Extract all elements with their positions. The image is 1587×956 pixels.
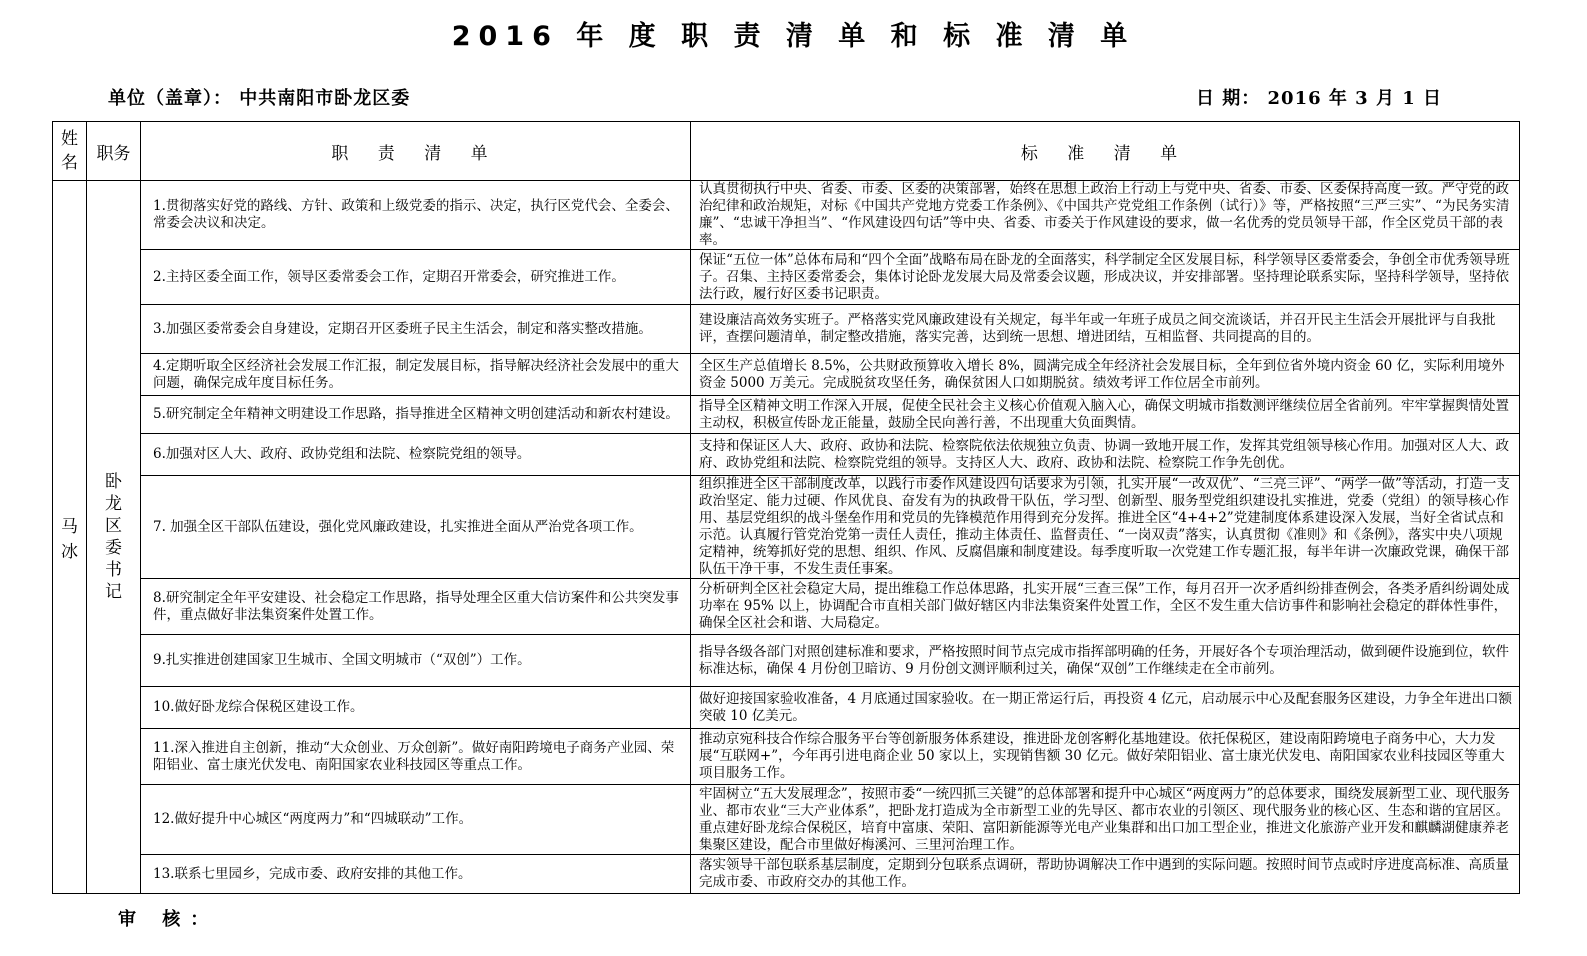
standard-cell: 支持和保证区人大、政府、政协和法院、检察院依法依规独立负责、协调一致地开展工作，发挥其党组领导核心作用。加强对区人大、政府、政协党组和法院、检察院党组的领导。支持区人大、政府、政协和法院、检察院工作争先创优。	[691, 434, 1520, 476]
standard-cell: 建设廉洁高效务实班子。严格落实党风廉政建设有关规定，每半年或一年班子成员之间交流谈话，并召开民主生活会开展批评与自我批评，查摆问题清单，制定整改措施，落实完善，达到统一思想、增进团结，互相监督、共同提高的目的。	[691, 305, 1520, 354]
table-row	[53, 785, 1520, 855]
standard-cell: 指导各级各部门对照创建标准和要求，严格按照时间节点完成市指挥部明确的任务，开展好各个专项治理活动，做到硬件设施到位，软件标准达标，确保 4 月份创卫暗访、9 月份创文测评顺利过关，确保“双创”工作继续走在全市前列。	[691, 635, 1520, 687]
standard-cell: 推动京宛科技合作综合服务平台等创新服务体系建设，推进卧龙创客孵化基地建设。依托保税区，建设南阳跨境电子商务中心，大力发展“互联网+”，今年再引进电商企业 50 家以上，实现销售额 30 亿元。做好荣阳铝业、富士康光伏发电、南阳国家农业科技园区等重大项目服务工作。	[691, 729, 1520, 785]
standard-cell: 组织推进全区干部制度改革，以践行市委作风建设四句话要求为引领，扎实开展“一改双优”、“三亮三评”、“两学一做”等活动，打造一支政治坚定、能力过硬、作风优良、奋发有为的执政骨干队伍，学习型、创新型、服务型党组织建设扎实推进，党委（党组）的领导核心作用、基层党组织的战斗堡垒作用和党员的先锋模范作用得到充分发挥。推进全区“4+4+2”党建制度体系建设深入发展，当好全省试点和示范。认真履行管党治党第一责任人责任，推动主体责任、监督责任、“一岗双责”落实，认真贯彻《准则》和《条例》，落实中央八项规定精神，统筹抓好党的思想、组织、作风、反腐倡廉和制度建设。每季度听取一次党建工作专题汇报，每半年讲一次廉政党课，确保干部队伍干净干事，不发生责任事案。	[691, 476, 1520, 579]
table-header-row	[53, 122, 1520, 181]
standard-cell: 认真贯彻执行中央、省委、市委、区委的决策部署，始终在思想上政治上行动上与党中央、省委、市委、区委保持高度一致。严守党的政治纪律和政治规矩，对标《中国共产党地方党委工作条例》、《中国共产党党组工作条例（试行）》等，严格按照“三严三实”、“为民务实清廉”、“忠诚干净担当”、“作风建设四句话”等中央、省委、市委关于作风建设的要求，做一名优秀的党员领导干部，作全区党员干部的表率。	[691, 181, 1520, 250]
table-row	[53, 579, 1520, 635]
person-position: 卧龙区委书记	[87, 181, 141, 894]
header-post: 职务	[87, 122, 141, 181]
table-row	[53, 635, 1520, 687]
standard-cell: 指导全区精神文明工作深入开展，促使全民社会主义核心价值观入脑入心，确保文明城市指数测评继续位居全省前列。牢牢掌握舆情处置主动权，积极宣传卧龙正能量，鼓励全民向善行善，不出现重大负面舆情。	[691, 396, 1520, 434]
table-row	[53, 250, 1520, 305]
duty-cell: 9.扎实推进创建国家卫生城市、全国文明城市（“双创”）工作。	[141, 635, 691, 687]
table-row	[53, 181, 1520, 250]
page-title: 2016 年 度 职 责 清 单 和 标 准 清 单	[451, 21, 1136, 52]
duty-cell: 7. 加强全区干部队伍建设，强化党风廉政建设，扎实推进全面从严治党各项工作。	[141, 476, 691, 579]
standard-cell: 牢固树立“五大发展理念”，按照市委“一统四抓三关键”的总体部署和提升中心城区“两度两力”的总体要求，围绕发展新型工业、现代服务业、都市农业“三大产业体系”，把卧龙打造成为全市新型工业的先导区、都市农业的引领区、现代服务业的核心区、生态和谐的宜居区。重点建好卧龙综合保税区，培育中富康、荣阳、富阳新能源等光电产业集群和出口加工型企业，推进文化旅游产业开发和麒麟湖健康养老集聚区建设，配合市里做好梅溪河、三里河治理工作。	[691, 785, 1520, 855]
duty-cell: 5.研究制定全年精神文明建设工作思路，指导推进全区精神文明创建活动和新农村建设。	[141, 396, 691, 434]
header-standards: 标 准 清 单	[691, 122, 1520, 181]
duty-cell: 2.主持区委全面工作，领导区委常委会工作，定期召开常委会，研究推进工作。	[141, 250, 691, 305]
table-row	[53, 687, 1520, 729]
person-name: 马冰	[53, 181, 87, 894]
duty-cell: 12.做好提升中心城区“两度两力”和“四城联动”工作。	[141, 785, 691, 855]
table-row	[53, 729, 1520, 785]
responsibility-table	[52, 121, 1520, 894]
table-row	[53, 305, 1520, 354]
standard-cell: 保证“五位一体”总体布局和“四个全面”战略布局在卧龙的全面落实，科学制定全区发展目标，科学领导区委常委会，争创全市优秀领导班子。召集、主持区委常委会，集体讨论卧龙发展大局及常委会议题，形成决议，并安排部署。坚持理论联系实际，坚持科学领导，坚持依法行政，履行好区委书记职责。	[691, 250, 1520, 305]
unit-line: 单位（盖章）： 中共南阳市卧龙区委	[108, 88, 411, 109]
date-line: 日 期： 2016 年 3 月 1 日	[1196, 88, 1443, 109]
duty-cell: 3.加强区委常委会自身建设，定期召开区委班子民主生活会，制定和落实整改措施。	[141, 305, 691, 354]
duty-cell: 8.研究制定全年平安建设、社会稳定工作思路，指导处理全区重大信访案件和公共突发事件，重点做好非法集资案件处置工作。	[141, 579, 691, 635]
duty-cell: 13.联系七里园乡，完成市委、政府安排的其他工作。	[141, 855, 691, 894]
review-label: 审 核：	[118, 909, 219, 930]
duty-cell: 6.加强对区人大、政府、政协党组和法院、检察院党组的领导。	[141, 434, 691, 476]
table-row	[53, 396, 1520, 434]
standard-cell: 做好迎接国家验收准备，4 月底通过国家验收。在一期正常运行后，再投资 4 亿元，启动展示中心及配套服务区建设，力争全年进出口额突破 10 亿美元。	[691, 687, 1520, 729]
standard-cell: 分析研判全区社会稳定大局，提出维稳工作总体思路，扎实开展“三查三保”工作，每月召开一次矛盾纠纷排查例会，各类矛盾纠纷调处成功率在 95% 以上，协调配合市直相关部门做好辖区内非法集资案件处置工作，全区不发生重大信访事件和影响社会稳定的群体性事件，确保全区社会和谐、大局稳定。	[691, 579, 1520, 635]
duty-cell: 11.深入推进自主创新，推动“大众创业、万众创新”。做好南阳跨境电子商务产业园、荣阳铝业、富士康光伏发电、南阳国家农业科技园区等重点工作。	[141, 729, 691, 785]
header-name: 姓名	[53, 122, 87, 181]
duty-cell: 10.做好卧龙综合保税区建设工作。	[141, 687, 691, 729]
table-row	[53, 855, 1520, 894]
table-row	[53, 354, 1520, 396]
table-row	[53, 434, 1520, 476]
duty-cell: 1.贯彻落实好党的路线、方针、政策和上级党委的指示、决定，执行区党代会、全委会、常委会决议和决定。	[141, 181, 691, 250]
table-row	[53, 476, 1520, 579]
header-duties: 职 责 清 单	[141, 122, 691, 181]
standard-cell: 落实领导干部包联系基层制度，定期到分包联系点调研，帮助协调解决工作中遇到的实际问题。按照时间节点或时序进度高标准、高质量完成市委、市政府交办的其他工作。	[691, 855, 1520, 894]
standard-cell: 全区生产总值增长 8.5%，公共财政预算收入增长 8%，圆满完成全年经济社会发展目标，全年到位省外境内资金 60 亿，实际利用境外资金 5000 万美元。完成脱贫攻坚任务，确保贫困人口如期脱贫。绩效考评工作位居全市前列。	[691, 354, 1520, 396]
duty-cell: 4.定期听取全区经济社会发展工作汇报，制定发展目标，指导解决经济社会发展中的重大问题，确保完成年度目标任务。	[141, 354, 691, 396]
